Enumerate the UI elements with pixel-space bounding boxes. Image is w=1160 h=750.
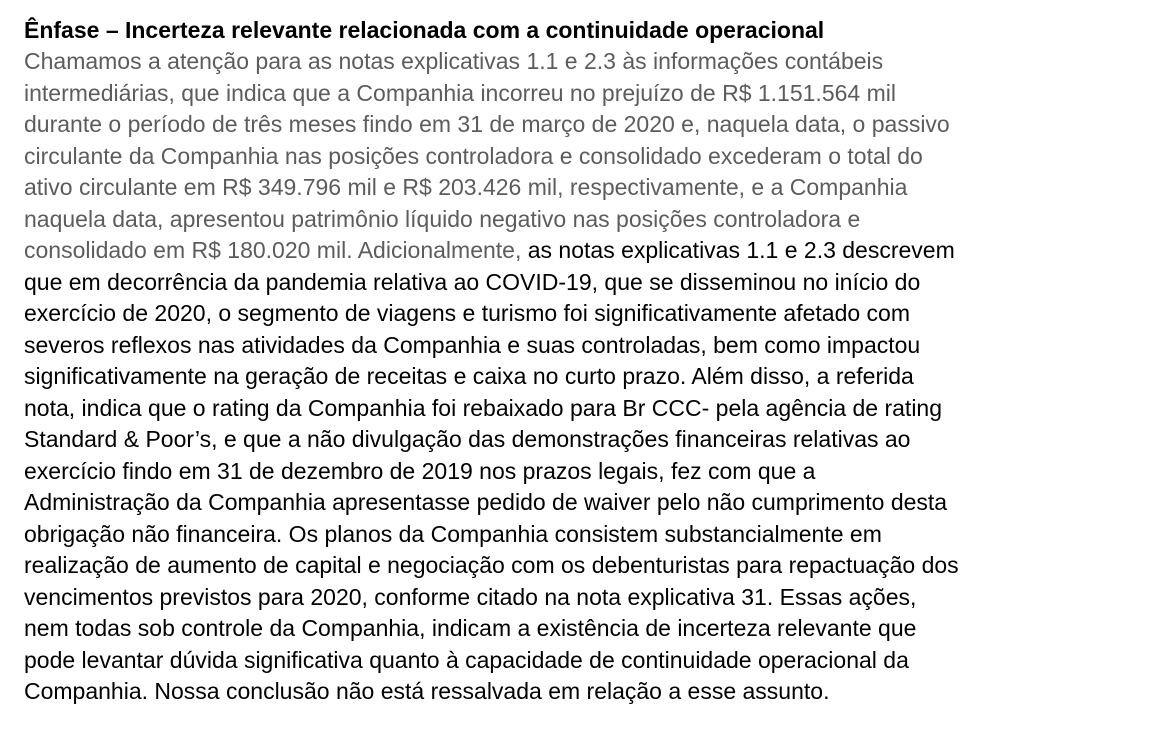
- section-heading: Ênfase – Incerteza relevante relacionada com a continuidade operacional: [24, 17, 825, 43]
- paragraph-line: [24, 519, 1130, 551]
- faded-text: ativo circulante em R$ 349.796 mil e R$ 203.426 mil, respectivamente, e a Companhia: [24, 174, 908, 200]
- body-text: exercício de 2020, o segmento de viagens e turismo foi significativamente afetado com: [24, 300, 910, 326]
- paragraph-line: [24, 141, 1130, 173]
- body-text: vencimentos previstos para 2020, conforme citado na nota explicativa 31. Essas ações,: [24, 583, 917, 610]
- faded-text: Chamamos a atenção para as notas explicativas 1.1 e 2.3 às informações contábeis: [24, 48, 884, 74]
- paragraph-line: [24, 330, 1130, 362]
- body-text: nem todas sob controle da Companhia, indicam a existência de incerteza relevante que: [24, 615, 917, 641]
- paragraph-line: [24, 550, 1130, 582]
- paragraph-line: [24, 172, 1130, 204]
- body-text: Standard & Poor’s, e que a não divulgação das demonstrações financeiras relativas ao: [24, 426, 911, 452]
- body-text: Companhia. Nossa conclusão não está ressalvada em relação a esse assunto.: [24, 678, 830, 704]
- paragraph-line: [24, 645, 1130, 677]
- body-paragraph: [24, 46, 1130, 708]
- paragraph-line: [24, 361, 1130, 393]
- faded-text: durante o período de três meses findo em 31 de março de 2020 e, naquela data, o passivo: [24, 111, 950, 137]
- body-text: pode levantar dúvida significativa quanto à capacidade de continuidade operacional da: [24, 646, 909, 673]
- body-text: Administração da Companhia apresentasse pedido de waiver pelo não cumprimento desta: [24, 489, 948, 515]
- paragraph-line: [24, 424, 1130, 456]
- paragraph-line: [24, 78, 1130, 110]
- body-text: significativamente na geração de receitas e caixa no curto prazo. Além disso, a referida: [24, 363, 914, 389]
- faded-text: intermediárias, que indica que a Companhia incorreu no prejuízo de R$ 1.151.564 mil: [24, 79, 896, 106]
- body-text: realização de aumento de capital e negociação com os debenturistas para repactuação dos: [24, 552, 959, 578]
- body-text: que em decorrência da pandemia relativa ao COVID-19, que se disseminou no início do: [24, 268, 921, 295]
- body-text: nota, indica que o rating da Companhia foi rebaixado para Br CCC- pela agência de rating: [24, 394, 943, 421]
- faded-text: circulante da Companhia nas posições controladora e consolidado excederam o total do: [24, 142, 923, 169]
- paragraph-line: [24, 46, 1130, 78]
- paragraph-line: [24, 204, 1130, 236]
- paragraph-line: [24, 456, 1130, 488]
- paragraph-line: [24, 109, 1130, 141]
- body-text: as notas explicativas 1.1 e 2.3 descrevem: [521, 237, 955, 263]
- paragraph-line: [24, 393, 1130, 425]
- faded-text: consolidado em R$ 180.020 mil. Adicionalmente,: [24, 237, 522, 263]
- faded-text: naquela data, apresentou patrimônio líquido negativo nas posições controladora e: [24, 205, 861, 232]
- paragraph-line: [24, 676, 1130, 708]
- paragraph-line: [24, 613, 1130, 645]
- paragraph-line: [24, 582, 1130, 614]
- paragraph-line: [24, 487, 1130, 519]
- body-text: severos reflexos nas atividades da Companhia e suas controladas, bem como impactou: [24, 331, 921, 358]
- body-text: obrigação não financeira. Os planos da Companhia consistem substancialmente em: [24, 520, 882, 547]
- body-text: exercício findo em 31 de dezembro de 2019 nos prazos legais, fez com que a: [24, 457, 816, 484]
- paragraph-line: [24, 298, 1130, 330]
- paragraph-line: [24, 267, 1130, 299]
- paragraph-line: [24, 235, 1130, 267]
